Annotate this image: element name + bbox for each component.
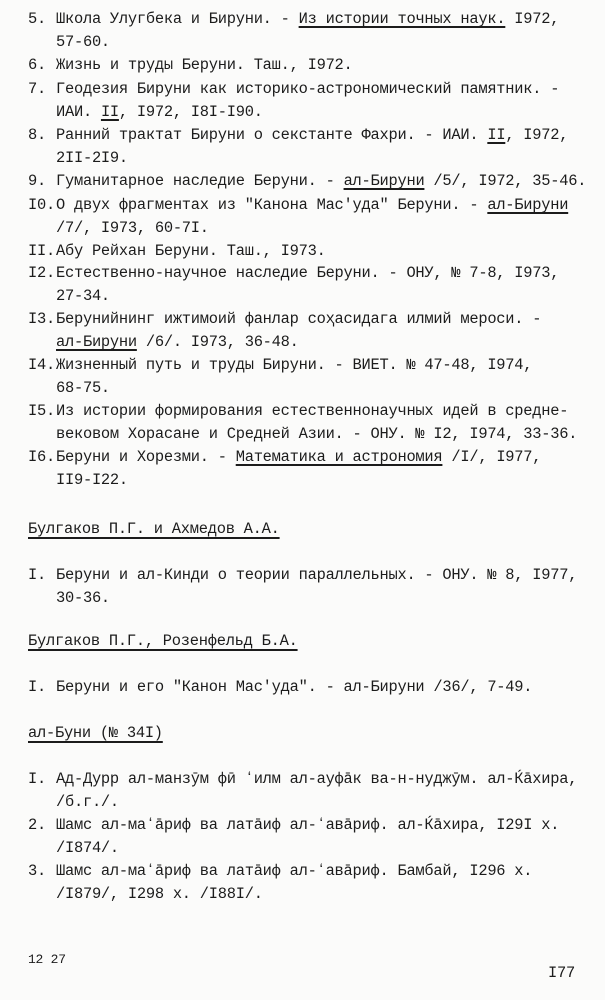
entry-number: 8. <box>28 126 46 144</box>
entry-line <box>28 331 595 354</box>
entry-line <box>28 8 595 31</box>
entry-line <box>28 814 595 837</box>
entry-number: I3. <box>28 310 55 328</box>
entry-text: 30-36. <box>56 589 110 607</box>
entry-text: /I879/, I298 х. /I88I/. <box>56 885 263 903</box>
bibliography-entry <box>28 194 595 240</box>
entry-number: I. <box>28 678 46 696</box>
entry-text: 57-60. <box>56 33 110 51</box>
entry-number: I6. <box>28 448 55 466</box>
entry-line <box>28 194 595 217</box>
entry-text: Ад-Дурр ал-манзӯм фӣ ʻилм ал-ауфāк ва-н-нуджӯм. ал-Ќāхира, <box>56 770 578 788</box>
entry-line <box>28 240 595 263</box>
entry-number: I5. <box>28 402 55 420</box>
bibliography-entry <box>28 860 595 906</box>
bibliography-entry <box>28 814 595 860</box>
underlined-source: Из истории точных наук. <box>298 10 506 28</box>
entry-text: Беруни и ал-Кинди о теории параллельных. - ОНУ. № 8, I977, <box>56 566 578 584</box>
entry-number: 3. <box>28 862 46 880</box>
entry-text: Беруни и Хорезми. - <box>56 448 236 466</box>
entry-text: /6/. I973, 36-48. <box>136 333 299 351</box>
bibliography-entry <box>28 170 595 193</box>
entry-text: О двух фрагментах из "Канона Мас'уда" Беруни. - <box>56 196 488 214</box>
entry-text: /I/, I977, <box>442 448 542 466</box>
entry-text: , I972, I8I-I90. <box>118 103 263 121</box>
entry-number: I2. <box>28 264 55 282</box>
entry-number: 9. <box>28 172 46 190</box>
page-number: I77 <box>548 964 575 982</box>
entry-line <box>28 31 595 54</box>
entry-line <box>28 860 595 883</box>
entry-text: Геодезия Бируни как историко-астрономический памятник. - <box>56 80 560 98</box>
entry-number: I. <box>28 566 46 584</box>
bibliography-entry <box>28 54 595 77</box>
entry-text: Естественно-научное наследие Беруни. - ОНУ, № 7-8, I973, <box>56 264 560 282</box>
entry-line <box>28 564 595 587</box>
bibliography-entry <box>28 240 595 263</box>
entry-number: 5. <box>28 10 46 28</box>
entry-number: 6. <box>28 56 46 74</box>
entry-text: вековом Хорасане и Средней Азии. - ОНУ. № I2, I974, 33-36. <box>56 425 578 443</box>
entry-text: Жизнь и труды Беруни. Таш., I972. <box>56 56 353 74</box>
entry-line <box>28 78 595 101</box>
entry-text: ИАИ. <box>56 103 101 121</box>
footer-code: 12 27 <box>28 952 66 967</box>
entry-line <box>28 377 595 400</box>
bibliography-entry <box>28 400 595 446</box>
entry-text: 27-34. <box>56 287 110 305</box>
bibliography-entry <box>28 354 595 400</box>
entry-line <box>28 285 595 308</box>
entry-line <box>28 308 595 331</box>
entry-text: I972, <box>505 10 560 28</box>
bibliography-entry <box>28 446 595 492</box>
entry-text: Гуманитарное наследие Беруни. - <box>56 172 344 190</box>
entry-line <box>28 587 595 610</box>
entry-line <box>28 101 595 124</box>
entry-line <box>28 768 595 791</box>
bibliography-entry <box>28 308 595 354</box>
underlined-source: ал-Бируни <box>56 333 137 351</box>
entry-text: Шамс ал-маʻāриф ва латāиф ал-ʻавāриф. ал-Ќāхира, I29I х. <box>56 816 560 834</box>
bibliography-entry <box>28 676 595 699</box>
author-heading: Булгаков П.Г. и Ахмедов А.А. <box>28 520 280 538</box>
underlined-source: II <box>100 103 119 121</box>
entry-text: Беруни и его "Канон Мас'уда". - ал-Бируни /36/, 7-49. <box>56 678 533 696</box>
author-heading: ал-Буни (№ 34I) <box>28 724 163 742</box>
underlined-source: ал-Бируни <box>487 196 569 214</box>
underlined-source: II <box>487 126 506 144</box>
entry-line <box>28 469 595 492</box>
entry-line <box>28 217 595 240</box>
bibliography-entry <box>28 262 595 308</box>
entry-line <box>28 676 595 699</box>
entry-text: Абу Рейхан Беруни. Таш., I973. <box>56 242 326 260</box>
entry-line <box>28 354 595 377</box>
entry-line <box>28 147 595 170</box>
entry-line <box>28 883 595 906</box>
entry-line <box>28 124 595 147</box>
bibliography-entry <box>28 768 595 814</box>
entry-text: /б.г./. <box>56 793 119 811</box>
entry-text: /7/, I973, 60-7I. <box>56 219 209 237</box>
entry-text: 68-75. <box>56 379 110 397</box>
entry-line <box>28 54 595 77</box>
entry-line <box>28 837 595 860</box>
entry-text: Берунийнинг ижтимоий фанлар соҳасидага илмий мероси. - <box>56 310 542 328</box>
bibliography-entry <box>28 124 595 170</box>
entry-text: 2II-2I9. <box>56 149 128 167</box>
entry-number: I0. <box>28 196 55 214</box>
entry-number: II. <box>28 242 55 260</box>
entry-line <box>28 170 595 193</box>
entry-number: I. <box>28 770 46 788</box>
underlined-source: ал-Бируни <box>343 172 425 190</box>
entry-text: Жизненный путь и труды Бируни. - ВИЕТ. № 47-48, I974, <box>56 356 533 374</box>
bibliography-entry <box>28 78 595 124</box>
entry-text: Ранний трактат Бируни о секстанте Фахри. - ИАИ. <box>56 126 488 144</box>
bibliography-entry <box>28 8 595 54</box>
entry-text: Шамс ал-маʻāриф ва латāиф ал-ʻавāриф. Бамбай, I296 х. <box>56 862 533 880</box>
bibliography-entry <box>28 564 595 610</box>
entry-number: 2. <box>28 816 46 834</box>
entry-text: Из истории формирования естественнонаучных идей в средне- <box>56 402 569 420</box>
entry-line <box>28 423 595 446</box>
entry-number: I4. <box>28 356 55 374</box>
entry-text: /I874/. <box>56 839 119 857</box>
entry-line <box>28 262 595 285</box>
entry-line <box>28 446 595 469</box>
entry-text: , I972, <box>505 126 569 144</box>
entry-line <box>28 400 595 423</box>
entry-line <box>28 791 595 814</box>
entry-text: Школа Улугбека и Бируни. - <box>56 10 299 28</box>
entry-number: 7. <box>28 80 46 98</box>
author-heading: Булгаков П.Г., Розенфельд Б.А. <box>28 632 298 650</box>
underlined-source: Математика и астрономия <box>235 448 443 466</box>
entry-text: II9-I22. <box>56 471 128 489</box>
entry-text: /5/, I972, 35-46. <box>424 172 587 190</box>
